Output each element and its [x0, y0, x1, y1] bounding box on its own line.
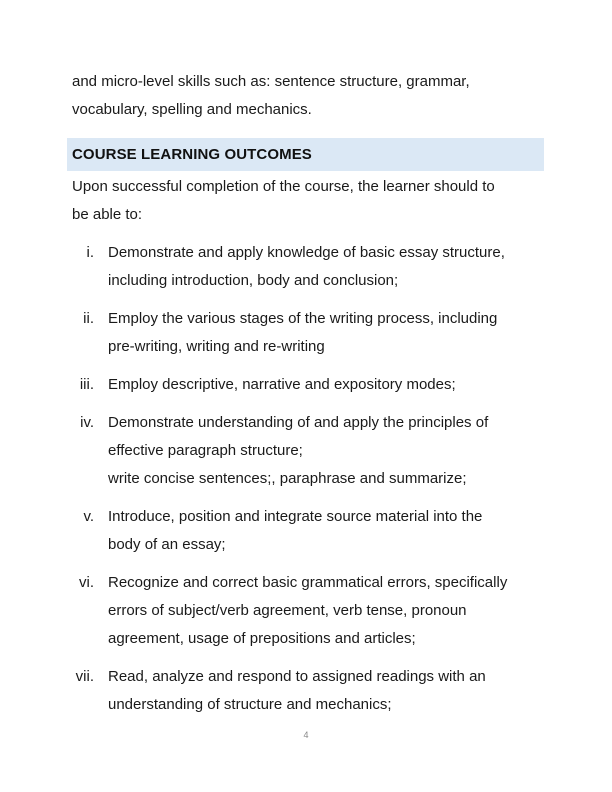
outcome-number: vi.: [79, 574, 94, 591]
outcome-line: including introduction, body and conclusion;: [108, 272, 399, 289]
outcome-line: Recognize and correct basic grammatical errors, specifically: [108, 574, 508, 591]
page-number: 4: [303, 730, 309, 740]
outcome-text: [108, 371, 542, 399]
outcome-number: iv.: [80, 414, 94, 431]
outcome-line: Employ the various stages of the writing process, including: [108, 310, 498, 327]
outcome-line: Employ descriptive, narrative and expository modes;: [108, 376, 456, 393]
outcome-item: [0, 569, 612, 653]
outcome-line: pre-writing, writing and re-writing: [108, 338, 325, 355]
outcome-item: [0, 409, 612, 493]
outcome-line: Read, analyze and respond to assigned readings with an: [108, 668, 486, 685]
outcome-line: effective paragraph structure;: [108, 442, 303, 459]
outcome-line: write concise sentences;, paraphrase and summarize;: [108, 470, 467, 487]
outcome-line: Demonstrate and apply knowledge of basic essay structure,: [108, 244, 505, 261]
outcome-number: i.: [86, 244, 94, 261]
outcome-line: body of an essay;: [108, 536, 226, 553]
outcome-number: iii.: [79, 376, 94, 393]
outcome-line: errors of subject/verb agreement, verb tense, pronoun: [108, 602, 467, 619]
section-heading: COURSE LEARNING OUTCOMES: [67, 138, 544, 171]
outcome-line: agreement, usage of prepositions and articles;: [108, 630, 416, 647]
intro-line: vocabulary, spelling and mechanics.: [72, 101, 312, 118]
intro-paragraph: [72, 68, 542, 124]
outcome-item: [0, 239, 612, 295]
outcome-item: [0, 503, 612, 559]
outcome-item: [0, 663, 612, 719]
outcome-item: [0, 305, 612, 361]
intro-line: and micro-level skills such as: sentence structure, grammar,: [72, 73, 470, 90]
outcome-text: [108, 503, 542, 559]
outcome-item: [0, 371, 612, 399]
outcome-line: Introduce, position and integrate source material into the: [108, 508, 483, 525]
outcome-text: [108, 569, 542, 653]
learning-outcomes-list: [0, 239, 612, 729]
outcome-text: [108, 239, 542, 295]
outcome-text: [108, 305, 542, 361]
lead-paragraph: [72, 173, 542, 229]
outcome-number: v.: [83, 508, 94, 525]
outcome-text: [108, 663, 542, 719]
outcome-text: [108, 409, 542, 493]
outcome-line: understanding of structure and mechanics;: [108, 696, 392, 713]
outcome-number: ii.: [83, 310, 94, 327]
lead-line: Upon successful completion of the course, the learner should to: [72, 178, 495, 195]
outcome-number: vii.: [75, 668, 94, 685]
lead-line: be able to:: [72, 206, 143, 223]
outcome-line: Demonstrate understanding of and apply the principles of: [108, 414, 489, 431]
